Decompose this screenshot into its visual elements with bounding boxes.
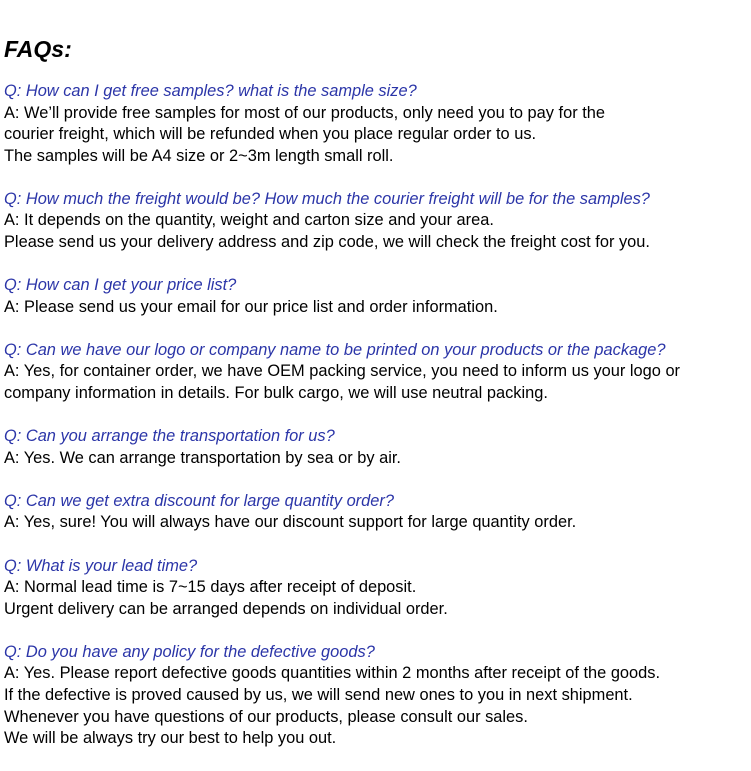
faq-question: Q: Can we have our logo or company name to be printed on your products or the package? [4,340,666,359]
faq-item-transportation [4,426,749,469]
faq-answer-line: A: It depends on the quantity, weight and carton size and your area. [4,211,494,230]
faq-question: Q: How can I get your price list? [4,276,237,295]
page-title: FAQs: [4,36,72,62]
faq-answer-line: Please send us your delivery address and zip code, we will check the freight cost for you. [4,233,650,252]
faq-item-lead-time [4,556,749,621]
faq-item-discount [4,491,749,534]
faq-question: Q: Do you have any policy for the defective goods? [4,642,375,661]
faq-answer-line: company information in details. For bulk cargo, we will use neutral packing. [4,384,548,403]
faq-answer-line: A: Yes, sure! You will always have our discount support for large quantity order. [4,513,577,532]
faq-answer-line: We will be always try our best to help you out. [4,729,337,748]
faq-answer-line: A: Please send us your email for our price list and order information. [4,297,498,316]
faq-page [4,34,749,771]
faq-answer-line: The samples will be A4 size or 2~3m length small roll. [4,146,394,165]
faq-answer-line: A: We’ll provide free samples for most of our products, only need you to pay for the [4,103,605,122]
faq-answer-line: Urgent delivery can be arranged depends on individual order. [4,599,448,618]
faq-item-free-samples [4,81,749,167]
faq-answer-line: Whenever you have questions of our products, please consult our sales. [4,707,528,726]
faq-answer-line: A: Yes, for container order, we have OEM packing service, you need to inform us your logo or [4,362,681,381]
faq-item-logo-printing [4,340,749,405]
faq-question: Q: Can we get extra discount for large quantity order? [4,491,394,510]
faq-item-defective-goods [4,642,749,750]
faq-answer-line: A: Yes. We can arrange transportation by sea or by air. [4,448,401,467]
faq-question: Q: Can you arrange the transportation for us? [4,427,335,446]
faq-question: Q: How can I get free samples? what is the sample size? [4,82,417,100]
faq-question: Q: How much the freight would be? How much the courier freight will be for the samples? [4,189,650,208]
faq-item-price-list [4,275,749,318]
faq-item-freight [4,189,749,254]
faq-question: Q: What is your lead time? [4,556,198,575]
faq-answer-line: courier freight, which will be refunded when you place regular order to us. [4,125,537,144]
faq-answer-line: If the defective is proved caused by us, we will send new ones to you in next shipment. [4,685,633,704]
faq-answer-line: A: Normal lead time is 7~15 days after receipt of deposit. [4,578,417,597]
faq-answer-line: A: Yes. Please report defective goods quantities within 2 months after receipt of the goods. [4,664,661,683]
